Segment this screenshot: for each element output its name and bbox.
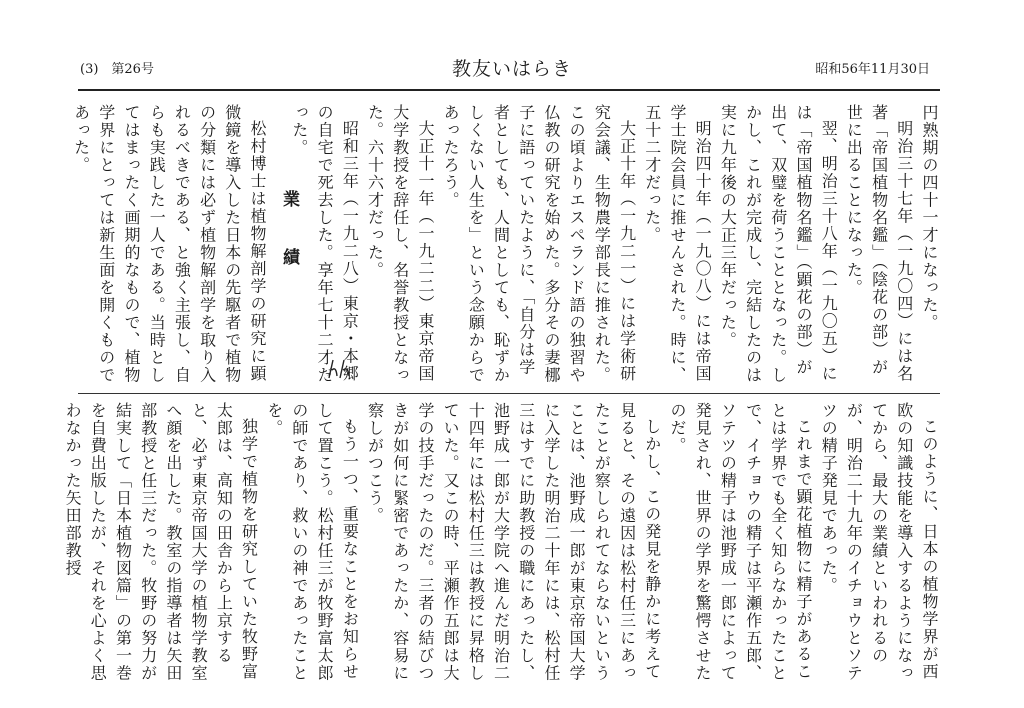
article-upper-left-column <box>71 104 270 388</box>
paragraph: しかし、この発見を静かに考えて見ると、その遠因は松村任三にあったことが察しられてならないということは、池野成一郎が東京帝国大学に入学した明治二十年には、松村任三はすでに助教授の職にあったし、池野成一郎が大学院へ進んだ明治二十四年には松村任三は教授に昇格していた。又この時、平瀬作五郎は大学の技手だったのだ。三者の結びつきが如何に緊密であったか、容易に察しがつこう。 <box>365 402 662 682</box>
paragraph: これまで顕花植物に精子があることは学界でも全く知らなかったことで、イチョウの精子は平瀬作五郎、ソテツの精子は池野成一郎によって発見され、世界の学界を驚愕させたのだ。 <box>667 402 813 682</box>
paragraph: このように、日本の植物学界が西欧の知識技能を導入するようになってから、最大の業績といわれるのが、明治二十九年のイチョウとソテツの精子発見であった。 <box>819 402 939 682</box>
handwritten-mark <box>326 356 352 382</box>
header-rule <box>78 89 940 91</box>
paragraph: 円熟期の四十一才になった。 <box>920 104 939 332</box>
issue-date: 昭和56年11月30日 <box>815 62 930 77</box>
paragraph: 大正十年（一九二一）には学術研究会議、生物農学部長に推された。この頃よりエスペランド語の独習や仏教の研究を始めた。多分その妻梛子に語っていたように、「自分は学者としても、人間としても、恥ずかしくない人生を」という念願からであったろう。 <box>441 104 637 384</box>
paragraph: 松村博士は植物解剖学の研究に顕微鏡を導入した日本の先駆者で植物の分類には必ず植物解剖学を取り入れるべきである、と強く主張し、自らも実践した一人である。当時としてはまったく画期的なもので、植物学界にとっては新生面を開くものであった。 <box>71 104 267 384</box>
paragraph: 明治三十七年（一九〇四）には名著「帝国植物名鑑」（陰花の部）が世に出ることになった。 <box>844 104 914 383</box>
paragraph: もう一つ、重要なことをお知らせして置こう。松村任三が牧野富太郎の師であり、救いの神であったことを。 <box>264 402 360 682</box>
paragraph: 独学で植物を研究していた牧野富太郎は、高知の田舎から上京すると、必ず東京帝国大学の植物学教室へ顔を出した。教室の指導者は矢田部教授と任三だった。牧野の努力が結実して「日本植物図篇」の第一巻を自費出版したが、それを心よく思わなかった矢田部教授 <box>63 402 259 682</box>
article-lower-column <box>63 402 942 694</box>
issue-number: (3) 第26号 <box>80 62 154 77</box>
section-divider <box>78 393 940 394</box>
section-heading-achievements: 業 績 <box>279 190 299 277</box>
paragraph: 翌、明治三十八年（一九〇五）には「帝国植物名鑑」（顕花の部）が出て、双璧を荷うこととなった。しかし、これが完成し、完結したのは実に九年後の大正三年だった。 <box>718 104 839 384</box>
newspaper-title: 教友いはらき <box>451 58 572 80</box>
paragraph: 明治四十年（一九〇八）には帝国学士院会員に推せんされた。時に、五十二才だった。 <box>642 104 713 384</box>
paragraph: 昭和三年（一九二八）東京・本郷の自宅で死去した。享年七十二才だった。 <box>289 104 360 384</box>
paragraph: 大正十一年（一九二二）東京帝国大学教授を辞任し、名誉教授となった。六十六才だった。 <box>365 104 435 384</box>
